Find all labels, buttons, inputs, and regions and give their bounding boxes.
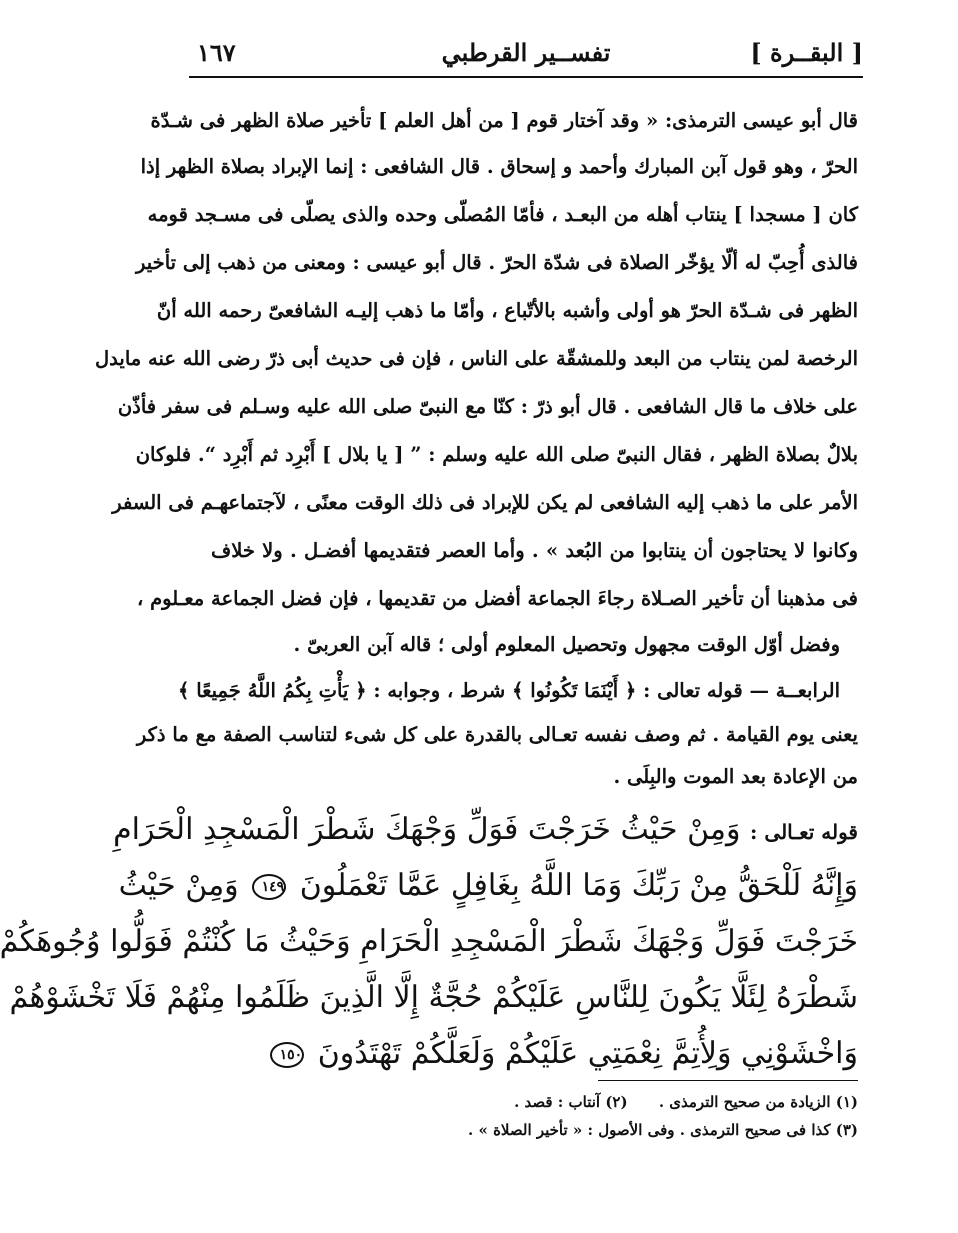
body-line: الظهر فى شـدّة الحرّ هو أولى وأشبه بالأتّباع ، وأمّا ما ذهب إليـه الشافعىّ رحمه الله أنّ (156, 299, 858, 322)
quran-text: وَمِنْ حَيْثُ خَرَجْتَ فَوَلِّ وَجْهَكَ شَطْرَ الْمَسْجِدِ الْحَرَامِ (113, 812, 741, 847)
page-number: ١٦٧ (197, 38, 236, 67)
body-line: وكانوا لا يحتاجون أن ينتابوا من البُعد » . وأما العصر فتقديمها أفضـل . ولا خلاف (211, 539, 858, 562)
quran-line (113, 802, 858, 858)
body-line: قال أبو عيسى الترمذى: « وقد آختار قوم [ من أهل العلم ] تأخير صلاة الظهر فى شـدّة (150, 109, 858, 132)
footnote-3: (٣) كذا فى صحيح الترمذى . وفى الأصول : « تأخير الصلاة » . (468, 1121, 858, 1139)
quran-text: وَاخْشَوْنِي وَلِأُتِمَّ نِعْمَتِي عَلَيْكُمْ وَلَعَلَّكُمْ تَهْتَدُونَ (317, 1036, 858, 1071)
quran-line (207, 1026, 858, 1082)
ayah-marker: ١٤٩ (252, 874, 286, 900)
body-line: بلالٌ بصلاة الظهر ، فقال النبىّ صلى الله عليه وسلم : ” [ يا بلال ] أَبْرِد ثم أَبْرِد “. فلوكان (135, 443, 858, 466)
body-line: فالذى أُحِبّ له ألّا يؤخّر الصلاة فى شدّة الحرّ . قال أبو عيسى : ومعنى من ذهب إلى تأخير (136, 251, 858, 274)
footnote-rule (598, 1080, 858, 1081)
body-line: وفضل أوّل الوقت مجهول وتحصيل المعلوم أولى ؛ قاله آبن العربىّ . (293, 633, 840, 656)
verse-intro: قوله تعـالى : (750, 820, 858, 844)
body-line: فى مذهبنا أن تأخير الصـلاة رجاءَ الجماعة أفضل من تقديمها ، فإن فضل الجماعة معـلوم ، (136, 587, 858, 610)
quran-line: خَرَجْتَ فَوَلِّ وَجْهَكَ شَطْرَ الْمَسْجِدِ الْحَرَامِ وَحَيْثُ مَا كُنْتُمْ فَوَلُّوا وُجُوهَكُمْ (0, 924, 858, 959)
book-title: تفســير القرطبي (441, 38, 611, 67)
footnote-line (319, 1090, 858, 1114)
footnote-1: (١) الزيادة من صحيح الترمذى . (658, 1093, 858, 1111)
page-header (189, 34, 863, 74)
rabia-line: من الإعادة بعد الموت والبِلَى . (613, 765, 858, 788)
body-line: على خلاف ما قال الشافعى . قال أبو ذرّ : كنّا مع النبىّ صلى الله عليه وسـلم فى سفر فأذّن (117, 395, 858, 418)
rabia-line: يعنى يوم القيامة . ثم وصف نفسه تعـالى بالقدرة على كل شىء لتناسب الصفة مع ما ذكر (136, 723, 858, 746)
body-line: الأمر على ما ذهب إليه الشافعى لم يكن للإبراد فى ذلك الوقت معنًى ، لآجتماعهـم فى السفر (112, 491, 858, 514)
body-line: الحرّ ، وهو قول آبن المبارك وأحمد و إسحاق . قال الشافعى : إنما الإبراد بصلاة الظهر إذا (140, 155, 858, 178)
footnote-line (319, 1118, 858, 1142)
body-line: كان [ مسجدا ] ينتاب أهله من البعـد ، فأمّا المُصلّى وحده والذى يصلّى فى مسـجد قومه (147, 203, 858, 226)
quran-line (118, 858, 858, 914)
ayah-marker: ١٥٠ (270, 1042, 304, 1068)
footnote-2: (٢) آنتاب : قصد . (514, 1093, 628, 1111)
rabia-line: الرابعــة — قوله تعالى : ﴿ أَيْنَمَا تَكُونُوا ﴾ شرط ، وجوابه : ﴿ يَأْتِ بِكُمُ اللَّهُ جَمِيعًا ﴾ (178, 679, 840, 702)
quran-text: وَمِنْ حَيْثُ (118, 868, 239, 903)
surah-name: [ البقــرة ] (750, 38, 863, 67)
quran-text: وَإِنَّهُ لَلْحَقُّ مِنْ رَبِّكَ وَمَا اللَّهُ بِغَافِلٍ عَمَّا تَعْمَلُونَ (299, 868, 858, 903)
body-line: الرخصة لمن ينتاب من البعد وللمشقّة على الناس ، فإن فى حديث أبى ذرّ رضى الله عنه مايدل (94, 347, 858, 370)
quran-line: شَطْرَهُ لِئَلَّا يَكُونَ لِلنَّاسِ عَلَيْكُمْ حُجَّةٌ إِلَّا الَّذِينَ ظَلَمُوا مِنْهُمْ فَلَا تَخْشَوْهُمْ (9, 980, 858, 1015)
header-rule (189, 76, 863, 78)
